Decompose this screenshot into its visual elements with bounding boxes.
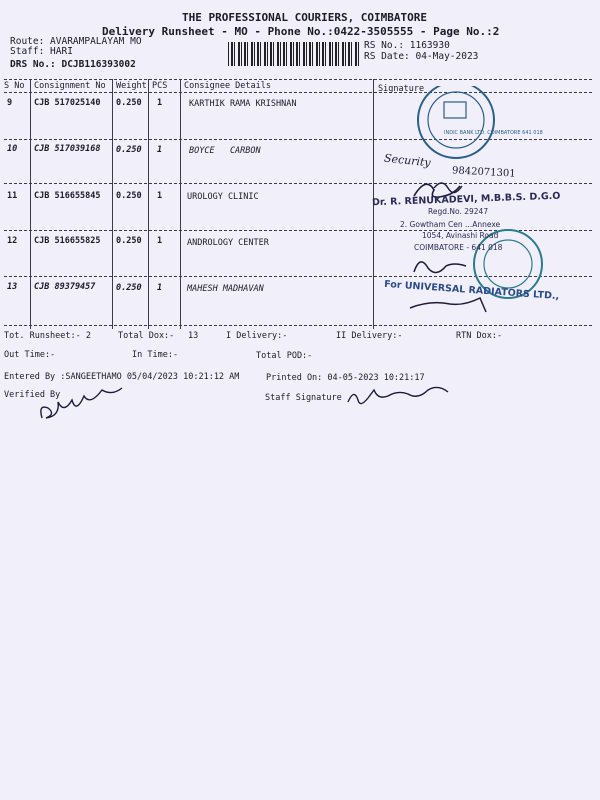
row-sno: 12 — [7, 236, 18, 246]
bank-seal-text: INDIC BANK LTD. COIMBATORE 641 018 — [444, 130, 543, 136]
row-weight: 0.250 — [116, 191, 142, 201]
i-delivery: I Delivery:- — [226, 331, 288, 341]
col-sno: S No — [4, 81, 25, 91]
col-weight: Weight — [116, 81, 147, 91]
drs-number: DRS No.: DCJB116393002 — [10, 59, 136, 70]
row-consignee: BOYCE CARBON — [189, 146, 261, 156]
col-consignee: Consignee Details — [184, 81, 271, 91]
row-consignment: CJB 517025140 — [34, 98, 101, 108]
staff-label: Staff: HARI — [10, 46, 73, 57]
security-note: Security — [383, 151, 432, 170]
total-pod: Total POD:- — [256, 351, 313, 361]
printed-on: Printed On: 04-05-2023 10:21:17 — [266, 373, 425, 383]
verified-by: Verified By — [4, 390, 61, 400]
phone-note: 9842071301 — [451, 165, 516, 180]
row-consignment: CJB 517039168 — [34, 144, 101, 154]
row-pcs: 1 — [157, 191, 163, 201]
row-sno: 13 — [7, 282, 18, 292]
route-label: Route: AVARAMPALAYAM MO — [10, 36, 142, 47]
rs-number: RS No.: 1163930 — [364, 40, 450, 51]
doctor-stamp-name: Dr. R. RENUKADEVI, M.B.B.S. D.G.O — [371, 190, 561, 209]
row-sno: 10 — [7, 144, 18, 154]
row-pcs: 1 — [157, 145, 163, 155]
staff-signature-label: Staff Signature — [265, 393, 342, 403]
entered-by: Entered By :SANGEETHAMO 05/04/2023 10:21:12 AM — [4, 372, 240, 382]
staff-signature — [346, 384, 466, 412]
row-consignment: CJB 89379457 — [34, 282, 96, 292]
col-consignment: Consignment No — [34, 81, 106, 91]
doctor-stamp-addr: 1054, Avinashi Road — [422, 231, 499, 240]
col-divider — [30, 79, 31, 329]
col-pcs: PCS — [152, 81, 168, 91]
out-time: Out Time:- — [4, 350, 56, 360]
total-dox-value: 13 — [188, 331, 199, 341]
row-weight: 0.250 — [116, 145, 142, 155]
table-top-rule — [4, 79, 592, 80]
row-consignee: MAHESH MADHAVAN — [187, 284, 264, 294]
universal-stamp: For UNIVERSAL RADIATORS LTD., — [383, 278, 560, 303]
row-consignment: CJB 516655825 — [34, 236, 101, 246]
andrology-signature — [414, 262, 466, 273]
row-weight: 0.250 — [116, 283, 142, 293]
row-sno: 11 — [7, 191, 18, 201]
barcode — [228, 42, 360, 66]
tot-runsheet: Tot. Runsheet:- 2 — [4, 331, 91, 341]
col-divider — [180, 79, 181, 329]
row-consignee: UROLOGY CLINIC — [187, 192, 259, 202]
row-consignee: ANDROLOGY CENTER — [187, 238, 269, 248]
universal-signature — [410, 298, 486, 312]
row-sno: 9 — [7, 98, 13, 108]
bank-seal-stamp — [418, 86, 494, 158]
row-pcs: 1 — [157, 236, 163, 246]
verifier-signature — [36, 380, 136, 430]
row-weight: 0.250 — [116, 98, 142, 108]
col-divider — [148, 79, 149, 329]
company-title: THE PROFESSIONAL COURIERS, COIMBATORE — [182, 11, 428, 24]
row-pcs: 1 — [157, 98, 163, 108]
in-time: In Time:- — [132, 350, 179, 360]
doctor-stamp-regd: Regd.No. 29247 — [428, 207, 489, 216]
row-weight: 0.250 — [116, 236, 142, 246]
doctor-stamp-addr: COIMBATORE - 641 018 — [414, 243, 503, 252]
row-consignee: KARTHIK RAMA KRISHNAN — [189, 99, 297, 109]
doctor-stamp-addr: 2. Gowtham Cen ...Annexe — [400, 220, 501, 229]
rtn-dox: RTN Dox:- — [456, 331, 503, 341]
ii-delivery: II Delivery:- — [336, 331, 403, 341]
row-pcs: 1 — [157, 283, 163, 293]
col-signature: Signature — [378, 84, 425, 94]
rs-date: RS Date: 04-May-2023 — [364, 51, 479, 62]
col-divider — [112, 79, 113, 329]
row-consignment: CJB 516655845 — [34, 191, 101, 201]
runsheet-subtitle: Delivery Runsheet - MO - Phone No.:0422-3505555 - Page No.:2 — [102, 25, 500, 38]
total-dox-label: Total Dox:- — [118, 331, 175, 341]
